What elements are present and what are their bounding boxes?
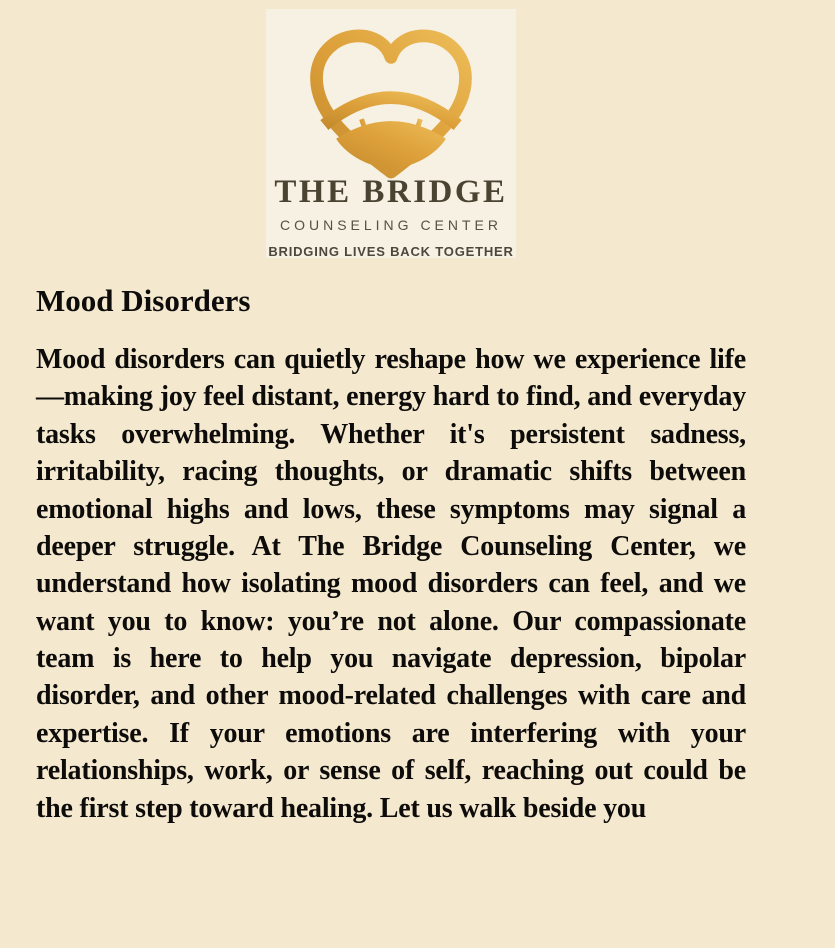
article-paragraph: Mood disorders can quietly reshape how we experience life—making joy feel distant, energy hard to find, and everyday tasks overwhelming. Whether it's persistent sadness, irritability, racing thoughts, or dramatic shifts between emotional highs and lows, these symptoms may signal a deeper struggle. At The Bridge Counseling Center, we understand how isolating mood disorders can feel, and we want you to know: you’re not alone. Our compassionate team is here to help you navigate depression, bipolar disorder, and other mood-related challenges with care and expertise. If your emotions are interfering with your relationships, work, or sense of self, reaching out could be the first step toward healing. Let us walk beside you — [36, 344, 746, 824]
logo-tagline: BRIDGING LIVES BACK TOGETHER — [268, 244, 514, 259]
page-title: Mood Disorders — [36, 283, 251, 318]
content-column — [36, 9, 746, 827]
logo-card — [266, 9, 516, 258]
heart-bridge-icon — [293, 19, 489, 186]
logo-subtitle: COUNSELING CENTER — [279, 217, 503, 233]
page — [0, 9, 835, 827]
logo-title: THE BRIDGE — [274, 174, 508, 210]
